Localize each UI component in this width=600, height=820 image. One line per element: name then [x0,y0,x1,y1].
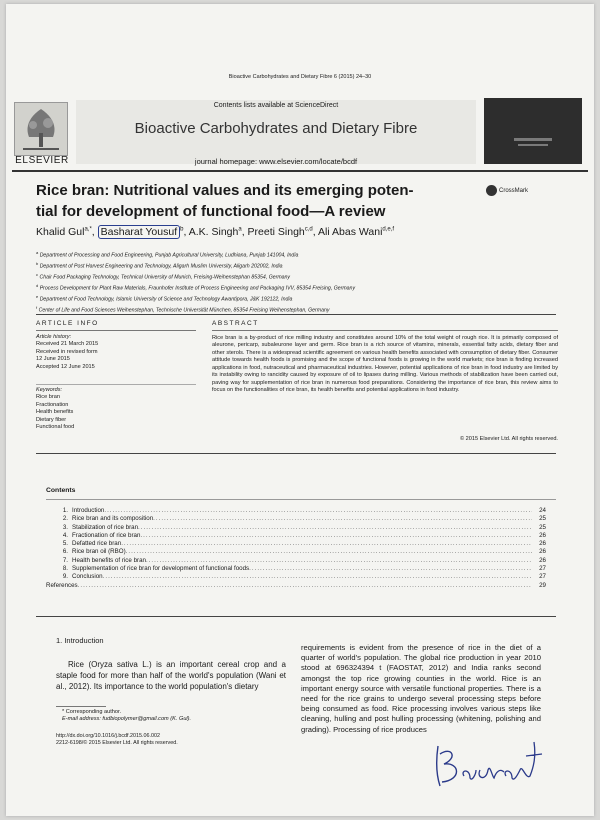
toc-entry[interactable] [46,524,546,532]
toc-page: 29 [539,581,546,589]
affiliation [36,282,576,293]
doi-block [56,733,286,747]
crossmark-label: CrossMark [499,188,529,195]
article-info-heading: ARTICLE INFO [36,320,99,327]
author: Ali Abas Wani [318,226,383,238]
toc-entry[interactable] [46,573,546,581]
intro-left-column: Rice (Oryza sativa L.) is an important cereal crop and a staple food for more than half of the world's population (Wani et al., 2012). Its importance to the world population's dietary [56,660,286,691]
keywords-rule [36,384,196,385]
corresponding-email: E-mail address: fudbiopolymer@gmail.com (K. Gul). [62,716,192,723]
toc-page: 25 [539,515,546,523]
doi-link[interactable]: http://dx.doi.org/10.1016/j.bcdf.2015.06.002 [56,733,160,739]
affiliation-sup: d [36,283,39,289]
toc-page: 26 [539,556,546,564]
toc-label: Supplementation of rice bran for development of functional foods [72,565,250,573]
affiliation-text: Center of Life and Food Sciences Weihenstephan, Technische Universität München, 85354 Freising Weihenstephan, Germany [38,307,330,314]
affiliation-text: Chair Food Packaging Technology, Technical University of Munich, Freising-Weihenstephan 85354, Germany [39,274,291,281]
keyword: Fractionation [36,401,69,408]
affiliation-sup: e [36,294,39,300]
journal-title: Bioactive Carbohydrates and Dietary Fibre [134,120,418,137]
handwritten-signature [430,736,550,796]
crossmark-badge[interactable] [486,185,538,196]
author-sup: a,* [84,226,92,233]
toc-entry[interactable] [46,557,546,565]
section-rule [36,314,556,315]
article-info-rule [36,330,196,331]
history-line: Received in revised form [36,348,98,355]
toc-entry[interactable] [46,565,546,573]
publisher-name: ELSEVIER [15,155,69,166]
author: Preeti Singh [247,226,305,238]
journal-reference: Bioactive Carbohydrates and Dietary Fibre 6 (2015) 24–30 [228,74,372,80]
contents-bottom-rule [36,616,556,617]
toc-label: Rice bran and its composition [72,515,154,523]
toc-num: 2. [62,515,68,523]
journal-homepage: journal homepage: www.elsevier.com/locate/bcdf [194,157,358,166]
toc-page: 27 [539,573,546,581]
affiliation-sup: c [36,272,38,278]
toc-page: 27 [539,565,546,573]
toc-page: 26 [539,548,546,556]
toc-entry[interactable] [46,532,546,540]
affiliation [36,249,576,260]
keyword: Health benefits [36,409,74,416]
toc-num: 4. [62,531,68,539]
footnote [62,709,292,724]
author-circled [98,225,180,239]
toc-entry[interactable] [46,507,546,515]
section-heading: 1. Introduction [56,636,104,645]
toc-page: 24 [539,507,546,514]
crossmark-icon [486,185,497,196]
author-sup: d,e,f [382,226,395,233]
toc-num: 7. [62,556,68,564]
affiliation-text: Department of Food Technology, Islamic University of Science and Technology Awantipora, J&K 192122, India [39,296,293,303]
affiliation-text: Department of Processing and Food Engineering, Punjab Agricultural University, Ludhiana, Punjab 141004, India [39,252,299,259]
toc-label: Fractionation of rice bran [72,531,141,539]
affiliation-sup: a [36,250,39,255]
author: Basharat Yousuf [100,226,178,238]
contents-top-rule [36,453,556,454]
toc-num: 1. [62,507,68,514]
abstract-rule [212,330,558,331]
abstract-text: Rice bran is a by-product of rice milling industry and constitutes around 10% of the total weight of rough rice. It is primarily composed of aleurone, pericarp, subaleurone layer and germ. Rice bran is a rich source of vitamins, minerals, essential fatty acids, dietary fiber and other sterols. There is a widespread scientific agreement on various health benefits associated with consumption of dietary fiber. Consumer attitude towards health foods is promising and the scope of functional foods is growing in the world markets; rice bran is finding increased applications in food, nutraceutical and pharmaceutical industries. However, potential applications of rice bran in food industry are limited by its instability owing to rancidity caused by exposure of oil to lipases during milling. Various methods of stabilization have been carried out, paving way for supplementation of rice bran in numerous food preparations. Considering the importance of rice bran, this review aims to focus on the functionalities of rice bran, its health benefits and potential applications in food industry. [212,335,558,394]
toc-num: 6. [62,548,68,556]
toc-num: 9. [62,573,68,581]
article-title [36,180,456,222]
toc-page: 26 [539,540,546,548]
toc-label: Rice bran oil (RBO) [72,548,126,556]
author: A.K. Singh [188,226,239,238]
toc-num: 3. [62,523,68,531]
toc-label: References [46,581,78,589]
author-sup: c,d [304,226,313,233]
author-sup: a [238,226,242,233]
author: Khalid Gul [36,226,85,238]
affiliation [36,260,576,271]
author-sup: b [180,226,184,233]
title-line-2: tial for development of functional food—A review [36,203,386,220]
footnote-rule [56,706,106,707]
keywords [36,387,196,431]
toc-label: Introduction [72,507,105,514]
toc-entry[interactable] [46,582,546,590]
toc-page: 26 [539,531,546,539]
history-line: Received 21 March 2015 [36,341,99,348]
affiliation-text: Process Development for Plant Raw Materials, Fraunhofer Institute of Process Engineering and Packaging IVV, 85354 Freising, Germany [39,285,356,292]
author-list: Khalid Gul$^{a,*}$, Basharat Yousuf $^b$, A.K. Singh$^a$, Preeti Singh$^{c,d}$, Ali Abas Wani$^{d,e,f}$ [36,226,395,238]
contents-available-line: Contents lists available at ScienceDirect [213,102,339,109]
history-line: Accepted 12 June 2015 [36,363,95,370]
contents-rule [46,499,556,500]
title-line-1: Rice bran: Nutritional values and its emerging poten- [36,182,414,199]
affiliation-sup: b [36,261,39,267]
toc-num: 8. [62,565,68,573]
toc-num: 5. [62,540,68,548]
abstract-heading: ABSTRACT [212,320,259,327]
paper-page [6,4,594,816]
toc-page: 25 [539,523,546,531]
corresponding-author: * Corresponding author. [62,709,122,715]
intro-right-column: requirements is evident from the presence of rice in the diet of a quarter of world's population. The global rice production in year 2010 stood at 696324394 t (FAOSTAT, 2012) and India ranks second amongst the top rice growing counties in the world. Rice is an important energy source with versatile functional properties. There is a need for the rice grains to undergo several processing steps before being consumed as food. Rice processing involves various steps like cleaning, hulling and post hulling processing (whitening, polishing and grading). Processing of rice produces [301,643,541,734]
issn-line: 2212-6198/© 2015 Elsevier Ltd. All rights reserved. [56,740,178,747]
keyword: Rice bran [36,394,60,401]
history-line: 12 June 2015 [36,356,70,363]
affiliation [36,271,576,282]
journal-cover-thumbnail [484,98,582,164]
toc-label: Defatted rice bran [72,540,122,548]
toc-label: Stabilization of rice bran [72,523,139,531]
affiliations [36,249,576,315]
article-history [36,334,196,371]
affiliation-sup: f [36,305,38,311]
keyword: Dietary fiber [36,416,67,423]
table-of-contents [46,507,546,590]
toc-entry[interactable] [46,515,546,523]
toc-label: Conclusion [72,573,103,581]
keywords-label: Keywords: [36,387,63,393]
elsevier-logo [14,102,68,156]
toc-label: Health benefits of rice bran [72,556,146,564]
keyword: Functional food [36,424,75,431]
history-label: Article history: [36,334,72,340]
affiliation-text: Department of Post Harvest Engineering and Technology, Aligarh Muslim University, Aligarh 202002, India [39,263,283,270]
affiliation [36,293,576,304]
abstract-copyright: © 2015 Elsevier Ltd. All rights reserved. [459,436,558,442]
toc-entry[interactable] [46,548,546,556]
toc-entry[interactable] [46,540,546,548]
contents-heading: Contents [46,487,76,494]
header-rule [12,170,588,172]
